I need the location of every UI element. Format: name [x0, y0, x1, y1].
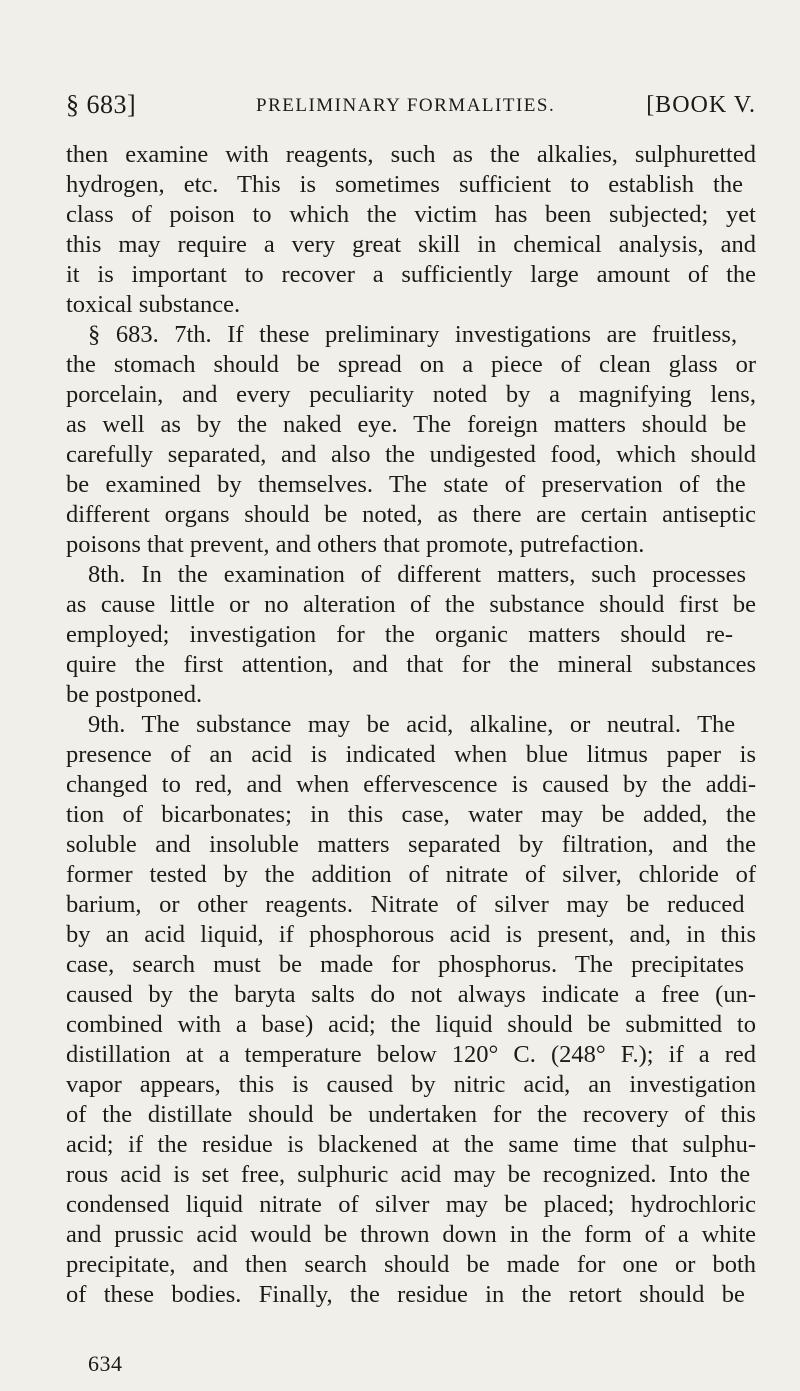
text-line: be postponed.	[66, 681, 203, 708]
text-line: changed to red, and when effervescence is caused by the addi-	[66, 771, 757, 798]
text-line: 8th. In the examination of different matters, such processes	[88, 561, 747, 588]
text-line: by an acid liquid, if phosphorous acid is present, and, in this	[66, 921, 757, 948]
text-line: presence of an acid is indicated when blue litmus paper is	[66, 741, 756, 768]
book-reference: [BOOK V.	[646, 92, 756, 118]
text-line: quire the first attention, and that for the mineral substances	[66, 651, 756, 678]
text-line: as well as by the naked eye. The foreign matters should be	[66, 411, 747, 438]
text-line: then examine with reagents, such as the alkalies, sulphuretted	[66, 141, 756, 168]
text-line: barium, or other reagents. Nitrate of silver may be reduced	[66, 891, 745, 918]
text-line: the stomach should be spread on a piece of clean glass or	[66, 351, 757, 378]
text-line: acid; if the residue is blackened at the same time that sulphu-	[66, 1131, 756, 1158]
text-line: different organs should be noted, as there are certain antiseptic	[66, 501, 757, 528]
text-line: porcelain, and every peculiarity noted by a magnifying lens,	[66, 381, 756, 408]
text-line: hydrogen, etc. This is sometimes sufficient to establish the	[66, 171, 743, 198]
text-line: rous acid is set free, sulphuric acid may be recognized. Into the	[66, 1161, 751, 1188]
text-line: § 683. 7th. If these preliminary investigations are fruitless,	[88, 321, 738, 348]
text-line: of these bodies. Finally, the residue in the retort should be	[66, 1281, 745, 1308]
text-line: toxical substance.	[66, 291, 241, 318]
text-line: class of poison to which the victim has been subjected; yet	[66, 201, 756, 228]
section-reference: § 683]	[66, 90, 137, 119]
text-line: distillation at a temperature below 120° C. (248° F.); if a red	[66, 1041, 756, 1068]
text-line: caused by the baryta salts do not always indicate a free (un-	[66, 981, 756, 1008]
text-line: as cause little or no alteration of the substance should first be	[66, 591, 756, 618]
text-line: poisons that prevent, and others that promote, putrefaction.	[66, 531, 645, 558]
text-line: vapor appears, this is caused by nitric acid, an investigation	[66, 1071, 756, 1098]
text-line: and prussic acid would be thrown down in the form of a white	[66, 1221, 757, 1248]
text-line: be examined by themselves. The state of preservation of the	[66, 471, 746, 498]
text-line: carefully separated, and also the undigested food, which should	[66, 441, 757, 468]
text-line: of the distillate should be undertaken for the recovery of this	[66, 1101, 756, 1128]
text-line: soluble and insoluble matters separated by filtration, and the	[66, 831, 756, 858]
text-line: former tested by the addition of nitrate of silver, chloride of	[66, 861, 757, 888]
running-head	[66, 90, 756, 120]
text-line: condensed liquid nitrate of silver may be placed; hydrochloric	[66, 1191, 756, 1218]
text-line: it is important to recover a sufficiently large amount of the	[66, 261, 757, 288]
running-title: PRELIMINARY FORMALITIES.	[256, 95, 556, 116]
text-line: combined with a base) acid; the liquid should be submitted to	[66, 1011, 756, 1038]
text-line: case, search must be made for phosphorus. The precipitates	[66, 951, 744, 978]
text-line: tion of bicarbonates; in this case, water may be added, the	[66, 801, 756, 828]
page-number: 634	[88, 1351, 123, 1376]
text-line: this may require a very great skill in chemical analysis, and	[66, 231, 756, 258]
text-line: 9th. The substance may be acid, alkaline, or neutral. The	[88, 711, 736, 738]
text-line: precipitate, and then search should be made for one or both	[66, 1251, 757, 1278]
text-line: employed; investigation for the organic matters should re-	[66, 621, 734, 648]
